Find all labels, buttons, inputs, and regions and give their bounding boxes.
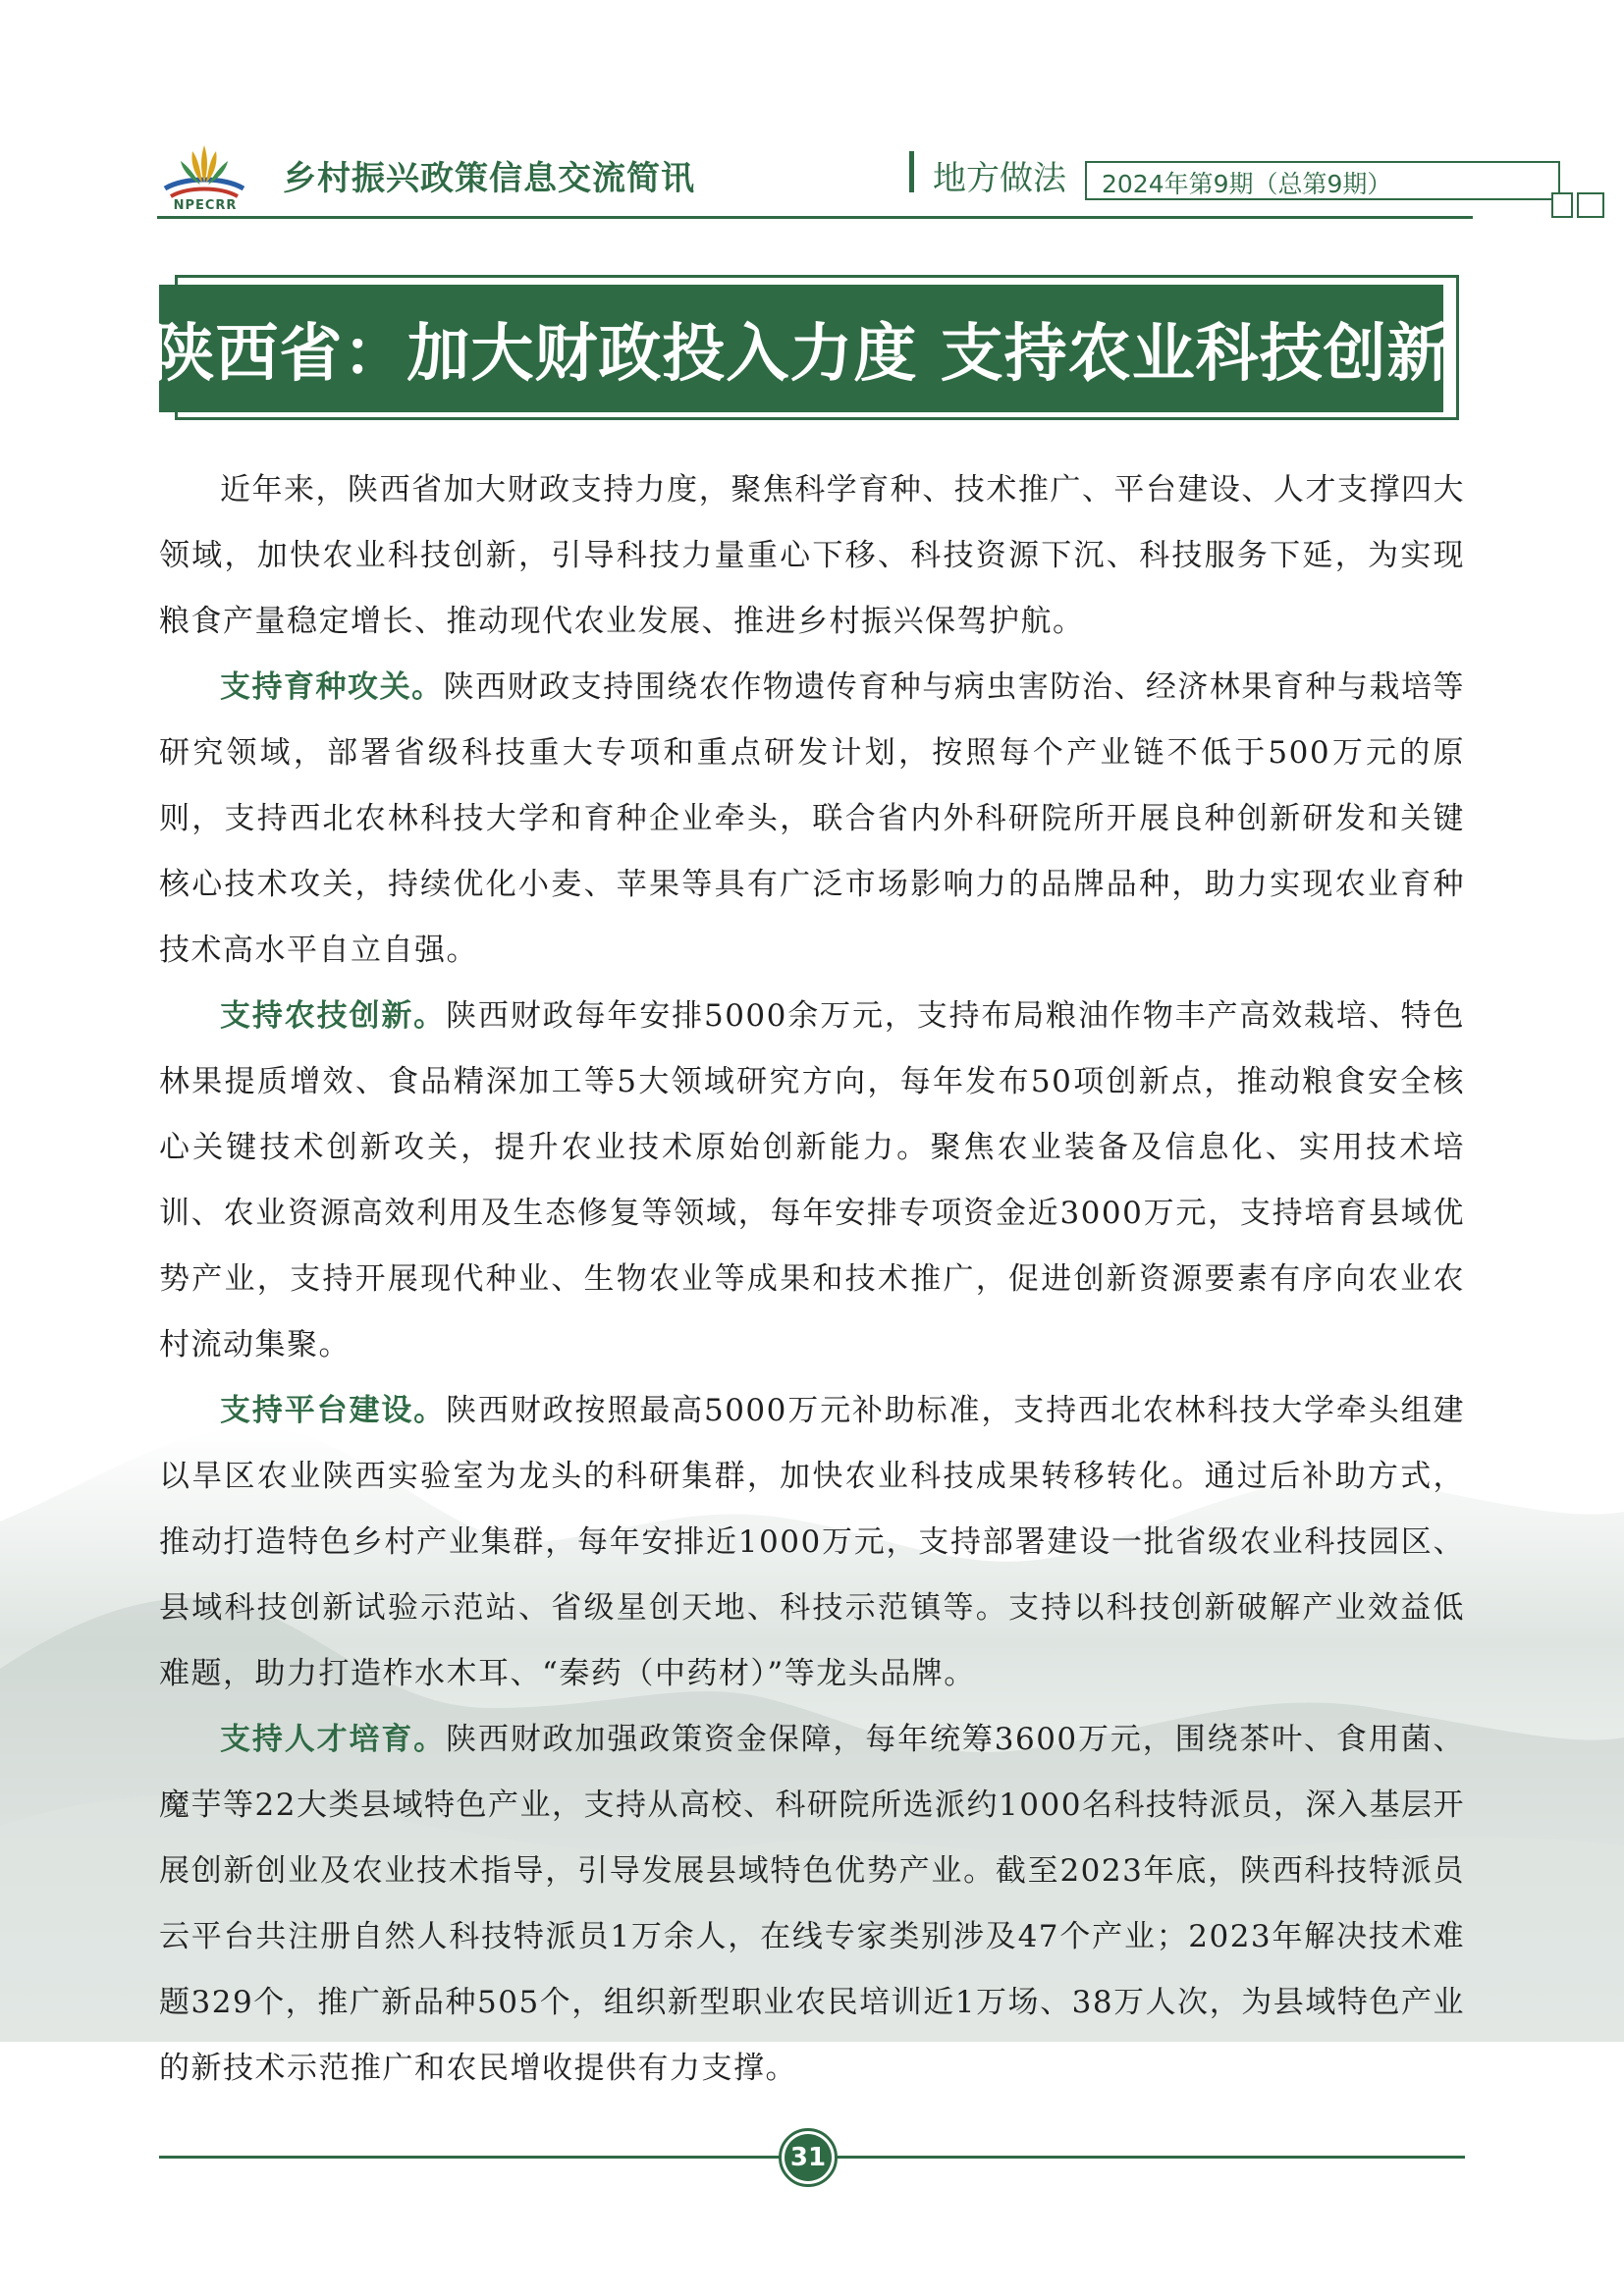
paragraph-lead: 支持农技创新。 bbox=[220, 998, 447, 1034]
paragraph bbox=[159, 1707, 1465, 2102]
title-separator bbox=[909, 151, 914, 192]
paragraph-text: 陕西财政每年安排5000余万元，支持布局粮油作物丰产高效栽培、特色林果提质增效、食品精深加工等5大领域研究方向，每年发布50项创新点，推动粮食安全核心关键技术创新攻关，提升农业技术原始创新能力。聚焦农业装备及信息化、实用技术培训、农业资源高效利用及生态修复等领域，每年安排专项资金近3000万元，支持培育县域优势产业，支持开展现代种业、生物农业等成果和技术推广，促进创新资源要素有序向农业农村流动集聚。 bbox=[159, 998, 1466, 1362]
paragraph-lead: 支持育种攻关。 bbox=[220, 669, 444, 705]
paragraph-text: 陕西财政加强政策资金保障，每年统筹3600万元，围绕茶叶、食用菌、魔芋等22大类县域特色产业，支持从高校、科研院所选派约1000名科技特派员，深入基层开展创新创业及农业技术指导，引导发展县域特色优势产业。截至2023年底，陕西科技特派员云平台共注册自然人科技特派员1万余人，在线专家类别涉及47个产业；2023年解决技术难题329个，推广新品种505个，组织新型职业农民培训近1万场、38万人次，为县域特色产业的新技术示范推广和农民增收提供有力支撑。 bbox=[159, 1722, 1466, 2086]
issue-label: 2024年第9期（总第9期） bbox=[1102, 170, 1392, 198]
logo-text: NPECRR bbox=[173, 198, 238, 213]
page-number: 31 bbox=[789, 2143, 827, 2172]
paragraph-lead: 支持人才培育。 bbox=[220, 1722, 447, 1757]
paragraph bbox=[159, 984, 1465, 1378]
article-body bbox=[159, 457, 1465, 2102]
publication-title: 乡村振兴政策信息交流简讯 bbox=[283, 159, 695, 198]
paragraph-text: 近年来，陕西省加大财政支持力度，聚焦科学育种、技术推广、平台建设、人才支撑四大领域，加快农业科技创新，引导科技力量重心下移、科技资源下沉、科技服务下延，为实现粮食产量稳定增长、推动现代农业发展、推进乡村振兴保驾护航。 bbox=[159, 472, 1465, 639]
section-label: 地方做法 bbox=[933, 159, 1066, 198]
page-header bbox=[157, 137, 1473, 216]
page-number-badge-inner bbox=[785, 2134, 832, 2181]
title-banner bbox=[151, 285, 1451, 412]
issue-decoration bbox=[1577, 192, 1604, 218]
paragraph bbox=[159, 1378, 1465, 1707]
paragraph-lead: 支持平台建设。 bbox=[220, 1393, 447, 1428]
paragraph bbox=[159, 655, 1465, 984]
paragraph-text: 陕西财政支持围绕农作物遗传育种与病虫害防治、经济林果育种与栽培等研究领域，部署省级科技重大专项和重点研发计划，按照每个产业链不低于500万元的原则，支持西北农林科技大学和育种企业牵头，联合省内外科研院所开展良种创新研发和关键核心技术攻关，持续优化小麦、苹果等具有广泛市场影响力的品牌品种，助力实现农业育种技术高水平自立自强。 bbox=[159, 669, 1465, 968]
header-rule bbox=[157, 216, 1473, 219]
issue-decoration bbox=[1551, 192, 1573, 218]
article-title: 陕西省：加大财政投入力度 支持农业科技创新 bbox=[151, 317, 1451, 391]
paragraph bbox=[159, 457, 1465, 655]
paragraph-text: 陕西财政按照最高5000万元补助标准，支持西北农林科技大学牵头组建以旱区农业陕西实验室为龙头的科研集群，加快农业科技成果转移转化。通过后补助方式，推动打造特色乡村产业集群，每年安排近1000万元，支持部署建设一批省级农业科技园区、县域科技创新试验示范站、省级星创天地、科技示范镇等。支持以科技创新破解产业效益低难题，助力打造柞水木耳、“秦药（中药材）”等龙头品牌。 bbox=[159, 1393, 1466, 1691]
